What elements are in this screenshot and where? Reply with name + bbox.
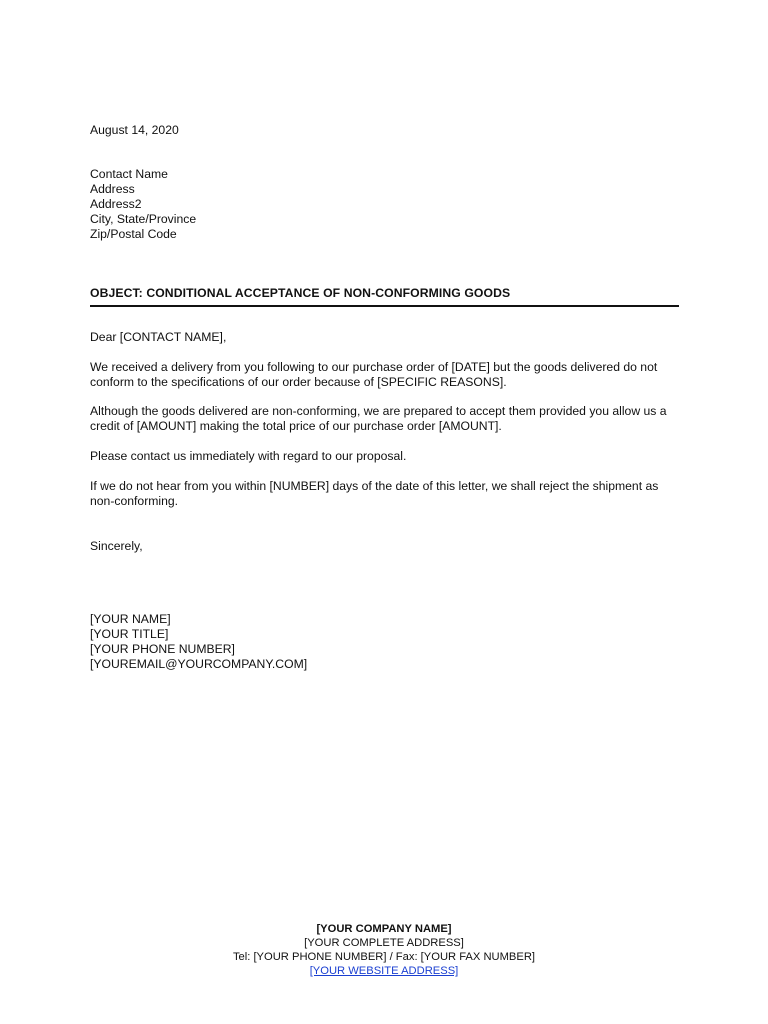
- recipient-zip: Zip/Postal Code: [90, 227, 177, 241]
- footer-website-link[interactable]: [YOUR WEBSITE ADDRESS]: [309, 965, 459, 977]
- salutation: Dear [CONTACT NAME],: [90, 330, 227, 344]
- paragraph-credit-offer: Although the goods delivered are non-conforming, we are prepared to accept them provided you allow us a credit of [AMOUNT] making the total price of our purchase order [AMOUNT].: [90, 404, 667, 433]
- paragraph-contact-request: Please contact us immediately with regard to our proposal.: [90, 449, 407, 463]
- recipient-city-state: City, State/Province: [90, 212, 197, 226]
- footer-address: [YOUR COMPLETE ADDRESS]: [304, 937, 464, 949]
- letter-date: August 14, 2020: [90, 123, 179, 137]
- footer-company-name: [YOUR COMPANY NAME]: [316, 923, 452, 935]
- letterhead-footer: [0, 922, 768, 978]
- signature-block: [90, 612, 682, 672]
- subject-divider: [90, 305, 679, 307]
- recipient-name: Contact Name: [90, 167, 168, 181]
- paragraph-delivery: We received a delivery from you following to our purchase order of [DATE] but the goods delivered do not conform to the specifications of our order because of [SPECIFIC REASONS].: [90, 360, 658, 389]
- signature-phone: [YOUR PHONE NUMBER]: [90, 642, 235, 656]
- paragraph-rejection-notice: If we do not hear from you within [NUMBER] days of the date of this letter, we shall reject the shipment as non-conforming.: [90, 479, 659, 508]
- footer-contact: Tel: [YOUR PHONE NUMBER] / Fax: [YOUR FAX NUMBER]: [232, 951, 536, 963]
- recipient-address-line: Address: [90, 182, 135, 196]
- signature-email: [YOUREMAIL@YOURCOMPANY.COM]: [90, 657, 308, 671]
- letter-subject: OBJECT: CONDITIONAL ACCEPTANCE OF NON-CONFORMING GOODS: [90, 286, 511, 300]
- closing: Sincerely,: [90, 539, 143, 553]
- recipient-address-line-2: Address2: [90, 197, 142, 211]
- recipient-address: [90, 167, 682, 242]
- signature-title: [YOUR TITLE]: [90, 627, 169, 641]
- signature-name: [YOUR NAME]: [90, 612, 171, 626]
